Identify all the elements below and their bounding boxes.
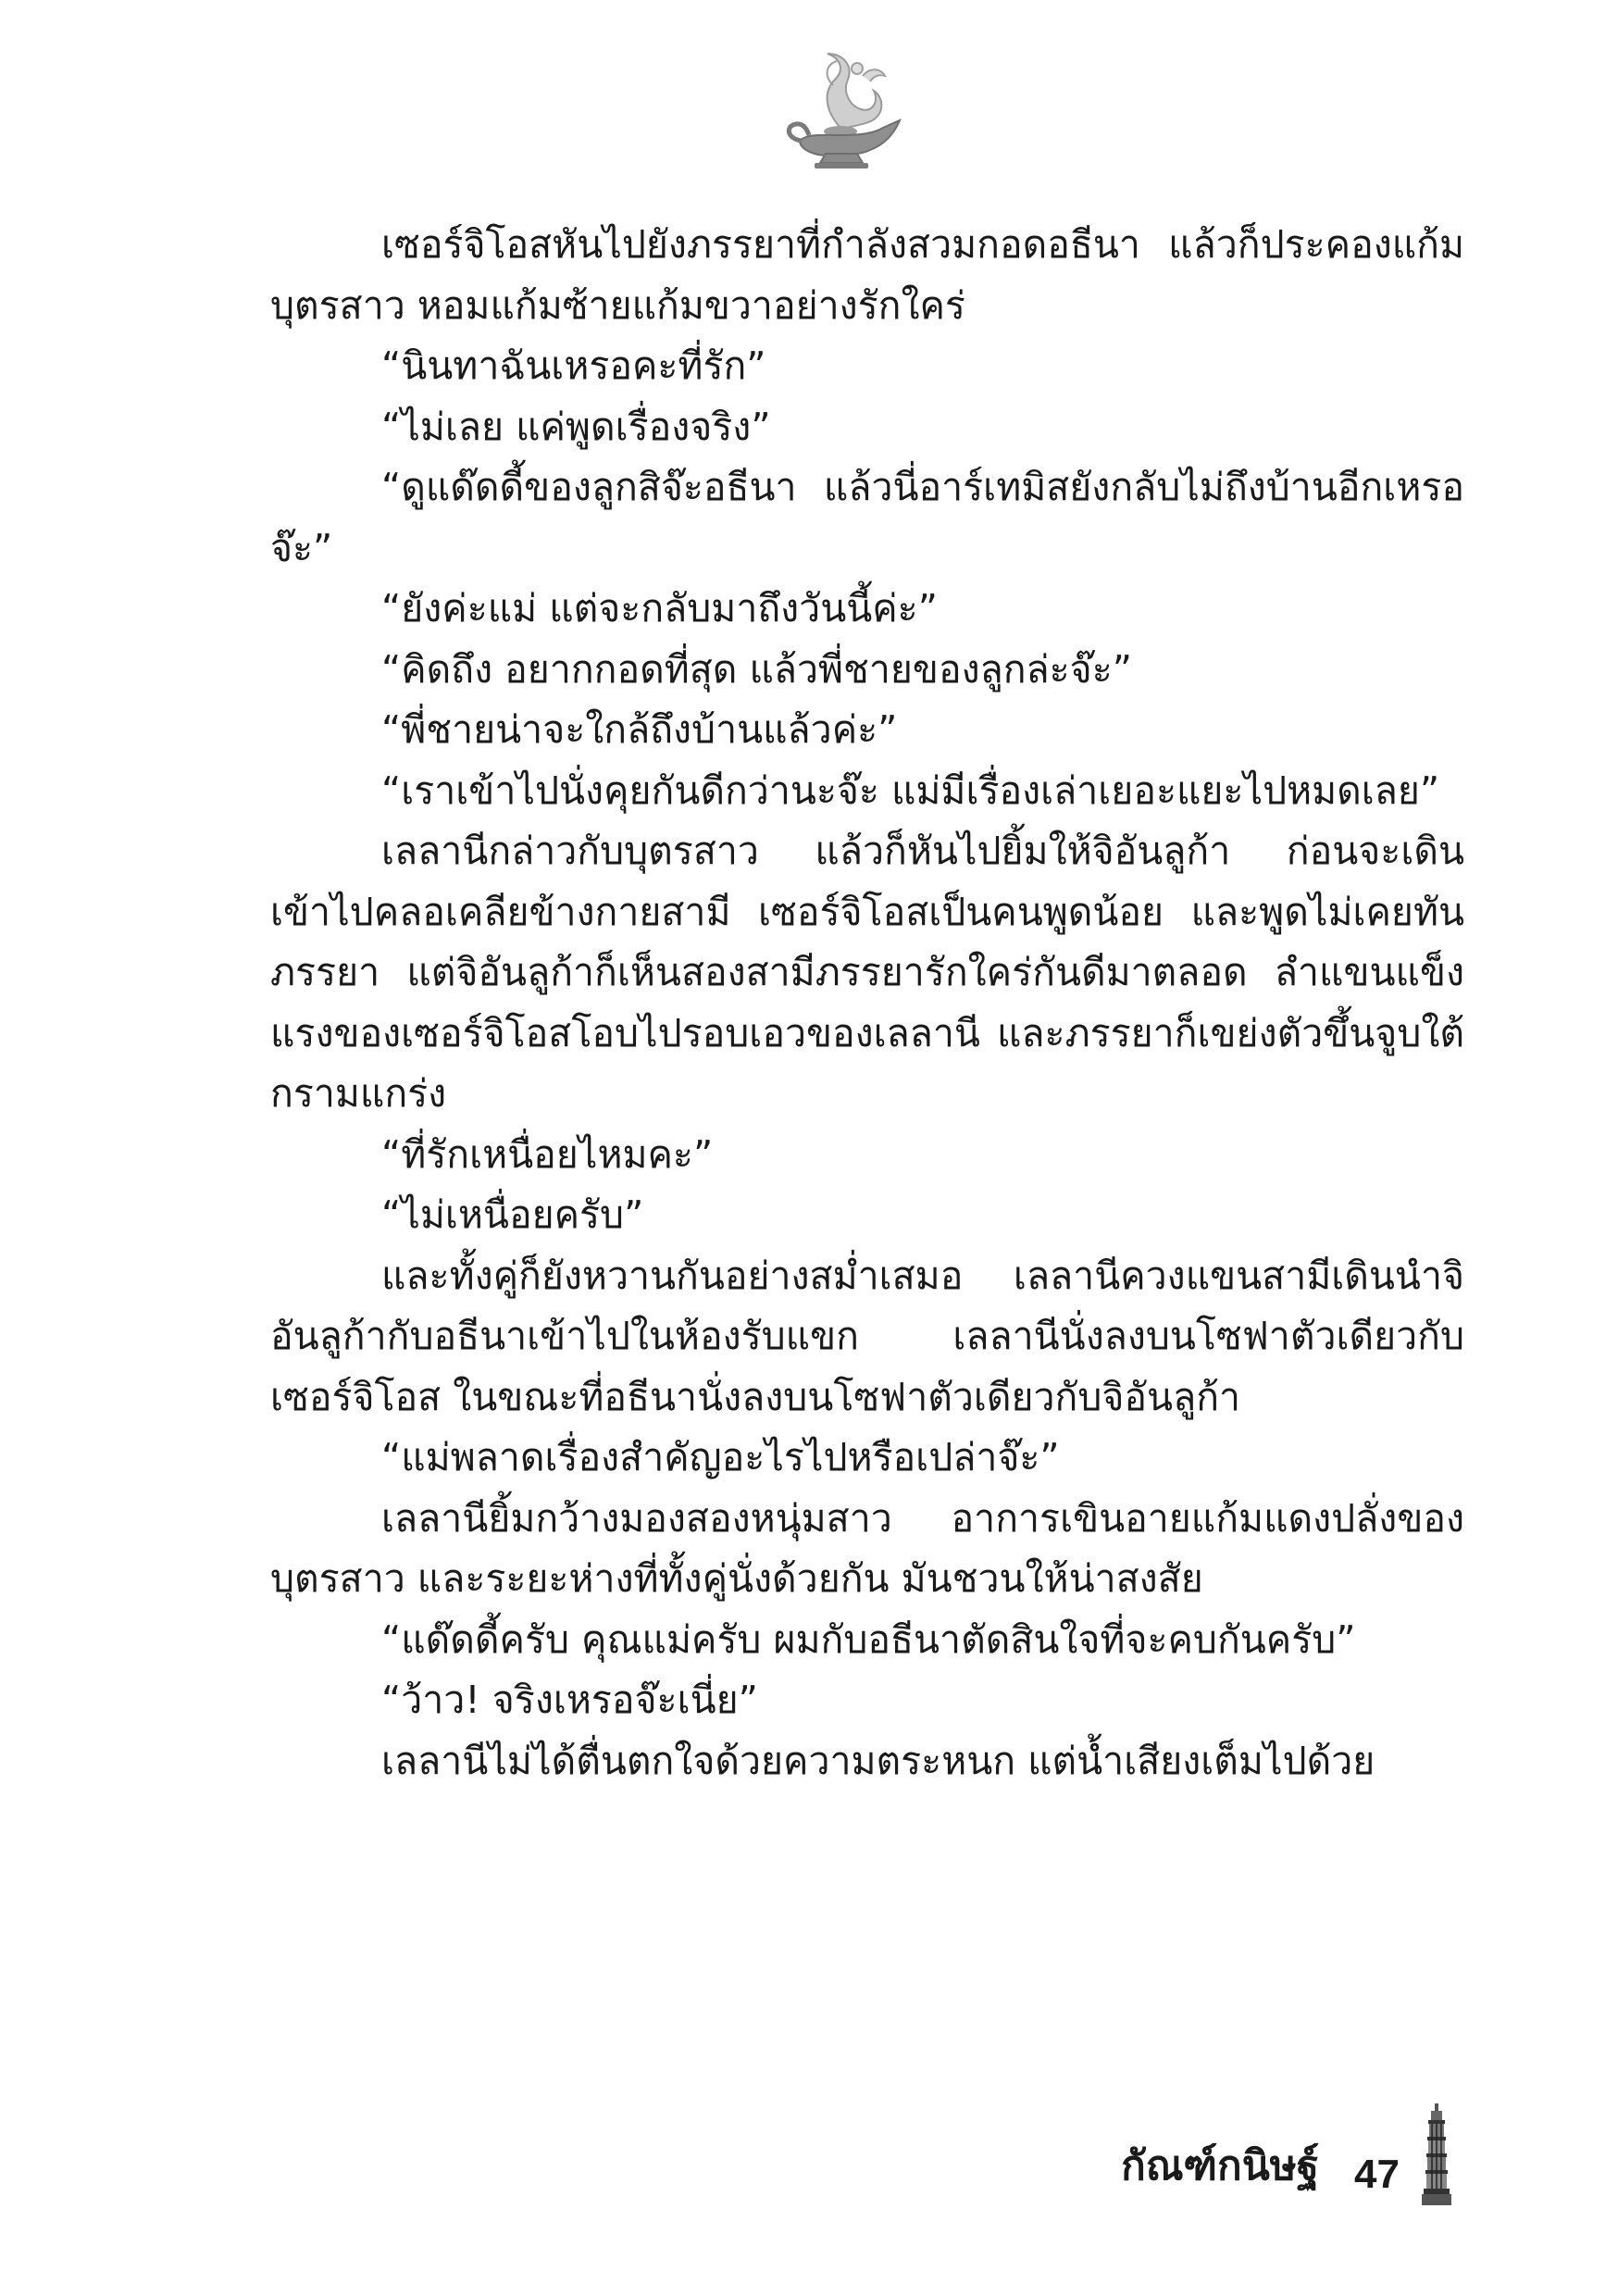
paragraph: “นินทาฉันเหรอคะที่รัก” bbox=[381, 343, 766, 388]
page-footer bbox=[1121, 2094, 1453, 2205]
paragraph: เซอร์จิโอสหันไปยังภรรยาที่กำลังสวมกอดอธีนา แล้วก็ประคองแก้มบุตรสาว หอมแก้มซ้ายแก้มขวาอย่างรักใคร่ bbox=[270, 222, 1464, 328]
paragraph: “ยังค่ะแม่ แต่จะกลับมาถึงวันนี้ค่ะ” bbox=[381, 586, 938, 630]
paragraph: เลลานียิ้มกว้างมองสองหนุ่มสาว อาการเขินอายแก้มแดงปลั่งของบุตรสาว และระยะห่างที่ทั้งคู่นั่งด้วยกัน มันชวนให้น่าสงสัย bbox=[270, 1495, 1464, 1601]
page-number: 47 bbox=[1354, 2152, 1400, 2197]
paragraph: “ไม่เลย แค่พูดเรื่องจริง” bbox=[381, 404, 771, 449]
book-title: กัณฑ์กนิษฐ์ bbox=[1121, 2142, 1320, 2190]
paragraph: เลลานีไม่ได้ตื่นตกใจด้วยความตระหนก แต่น้ำเสียงเต็มไปด้วย bbox=[381, 1738, 1375, 1783]
paragraph: “ที่รักเหนื่อยไหมคะ” bbox=[381, 1131, 714, 1177]
paragraph: “เราเข้าไปนั่งคุยกันดีกว่านะจ๊ะ แม่มีเรื่องเล่าเยอะแยะไปหมดเลย” bbox=[381, 767, 1440, 813]
paragraph: “แม่พลาดเรื่องสำคัญอะไรไปหรือเปล่าจ๊ะ” bbox=[381, 1435, 1060, 1479]
paragraph: “คิดถึง อยากกอดที่สุด แล้วพี่ชายของลูกล่ะจ๊ะ” bbox=[381, 646, 1132, 692]
genie-lamp-icon bbox=[778, 48, 907, 173]
paragraph: “ไม่เหนื่อยครับ” bbox=[381, 1192, 644, 1237]
paragraph: “ว้าว! จริงเหรอจ๊ะเนี่ย” bbox=[381, 1678, 758, 1722]
paragraph: “แด๊ดดี้ครับ คุณแม่ครับ ผมกับอธีนาตัดสินใจที่จะคบกันครับ” bbox=[381, 1616, 1356, 1662]
paragraph: และทั้งคู่ก็ยังหวานกันอย่างสม่ำเสมอ เลลานีควงแขนสามีเดินนำจิอันลูก้ากับอธีนาเข้าไปในห้องรับแขก เลลานีนั่งลงบนโซฟาตัวเดียวกับเซอร์จิโอส ในขณะที่อธีนานั่งลงบนโซฟาตัวเดียวกับจิอันลูก้า bbox=[270, 1253, 1464, 1419]
tower-icon bbox=[1420, 2103, 1453, 2205]
paragraph: “พี่ชายน่าจะใกล้ถึงบ้านแล้วค่ะ” bbox=[381, 707, 898, 752]
body-text bbox=[270, 215, 1464, 1791]
paragraph: เลลานีกล่าวกับบุตรสาว แล้วก็หันไปยิ้มให้จิอันลูก้า ก่อนจะเดินเข้าไปคลอเคลียข้างกายสามี เซอร์จิโอสเป็นคนพูดน้อย และพูดไม่เคยทันภรรยา แต่จิอันลูก้าก็เห็นสองสามีภรรยารักใคร่กันดีมาตลอด ลำแขนแข็งแรงของเซอร์จิโอสโอบไปรอบเอวของเลลานี และภรรยาก็เขย่งตัวขึ้นจูบใต้กรามแกร่ง bbox=[270, 829, 1464, 1116]
paragraph: “ดูแด๊ดดี้ของลูกสิจ๊ะอธีนา แล้วนี่อาร์เทมิสยังกลับไม่ถึงบ้านอีกเหรอจ๊ะ” bbox=[270, 465, 1464, 570]
